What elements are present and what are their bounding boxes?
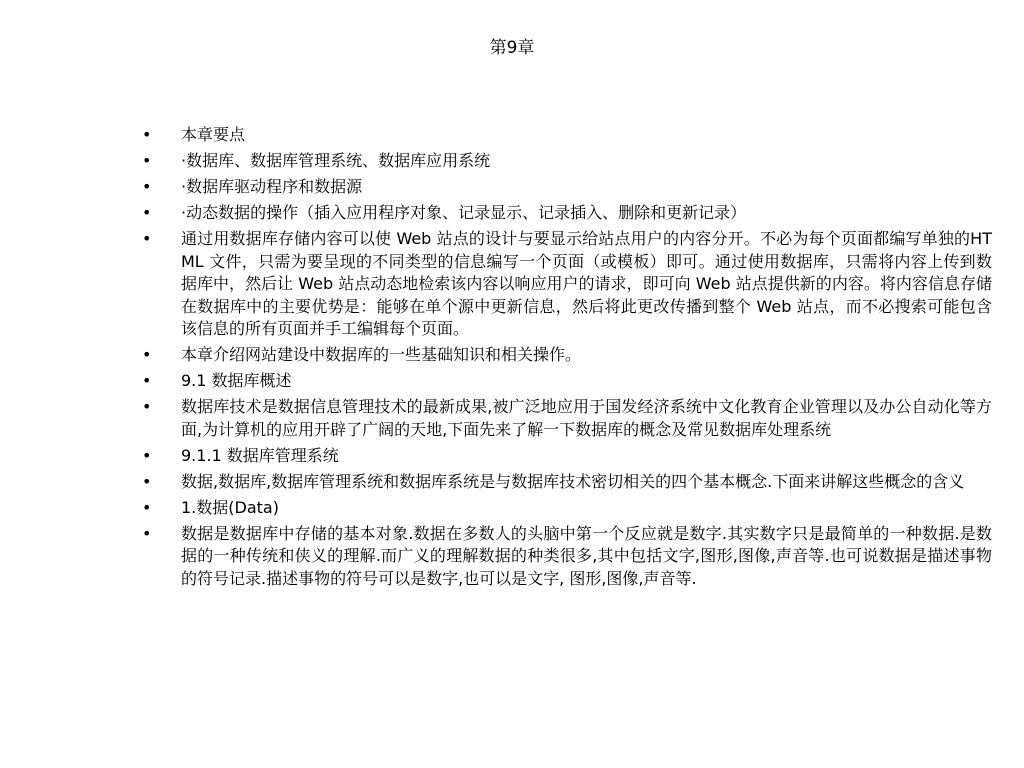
list-item-text: 数据库技术是数据信息管理技术的最新成果,被广泛地应用于国发经济系统中文化教育企业管理以及办公自动化等方面,为计算机的应用开辟了广阔的天地,下面先来了解一下数据库的概念及常见数据库处理系统 <box>181 397 992 439</box>
list-item-text: ·数据库驱动程序和数据源 <box>181 176 363 196</box>
bullet-icon: • <box>142 497 152 517</box>
bullet-icon: • <box>142 471 152 491</box>
bullet-icon: • <box>142 345 152 365</box>
list-item <box>142 176 992 199</box>
list-item <box>142 396 992 441</box>
list-item <box>142 202 992 225</box>
list-item-text: 本章介绍网站建设中数据库的一些基础知识和相关操作。 <box>181 345 582 365</box>
list-item-text: 数据是数据库中存储的基本对象.数据在多数人的头脑中第一个反应就是数字.其实数字只是最简单的一种数据.是数据的一种传统和侠义的理解.而广义的理解数据的种类很多,其中包括文字,图形,图像,声音等.也可说数据是描述事物的符号记录.描述事物的符号可以是数字,也可以是文字, 图形,图像,声音等. <box>181 523 992 588</box>
bullet-list <box>142 124 992 594</box>
list-item <box>142 150 992 173</box>
section-heading: 9.1 数据库概述 <box>181 371 292 391</box>
bullet-icon: • <box>142 228 152 248</box>
list-item-text: 本章要点 <box>181 125 246 144</box>
list-item-text: ·动态数据的操作（插入应用程序对象、记录显示、记录插入、删除和更新记录） <box>181 202 747 222</box>
list-item <box>142 445 992 468</box>
list-item <box>142 124 992 147</box>
subsection-heading: 1.数据(Data) <box>181 497 279 517</box>
page-title: 第9章 <box>489 38 535 58</box>
bullet-icon: • <box>142 397 152 417</box>
list-item-text: 数据,数据库,数据库管理系统和数据库系统是与数据库技术密切相关的四个基本概念.下面来讲解这些概念的含义 <box>181 471 965 491</box>
bullet-icon: • <box>142 176 152 196</box>
list-item <box>142 344 992 367</box>
bullet-icon: • <box>142 202 152 222</box>
bullet-icon: • <box>142 371 152 391</box>
bullet-icon: • <box>142 125 152 144</box>
bullet-icon: • <box>142 150 152 170</box>
section-heading: 9.1.1 数据库管理系统 <box>181 445 339 465</box>
bullet-icon: • <box>142 523 152 543</box>
list-item-text: 通过用数据库存储内容可以使 Web 站点的设计与要显示给站点用户的内容分开。不必为每个页面都编写单独的HTML 文件，只需为要呈现的不同类型的信息编写一个页面（或模板）即可。通过使用数据库，只需将内容上传到数据库中，然后让 Web 站点动态地检索该内容以响应用户的请求，即可向 Web 站点提供新的内容。将内容信息存储在数据库中的主要优势是：能够在单个源中更新信息，然后将此更改传播到整个 Web 站点，而不必搜索可能包含该信息的所有页面并手工编辑每个页面。 <box>181 228 992 339</box>
bullet-icon: • <box>142 445 152 465</box>
list-item <box>142 523 992 591</box>
list-item <box>142 370 992 393</box>
list-item <box>142 228 992 341</box>
list-item <box>142 497 992 520</box>
list-item-text: ·数据库、数据库管理系统、数据库应用系统 <box>181 150 491 170</box>
list-item <box>142 471 992 494</box>
